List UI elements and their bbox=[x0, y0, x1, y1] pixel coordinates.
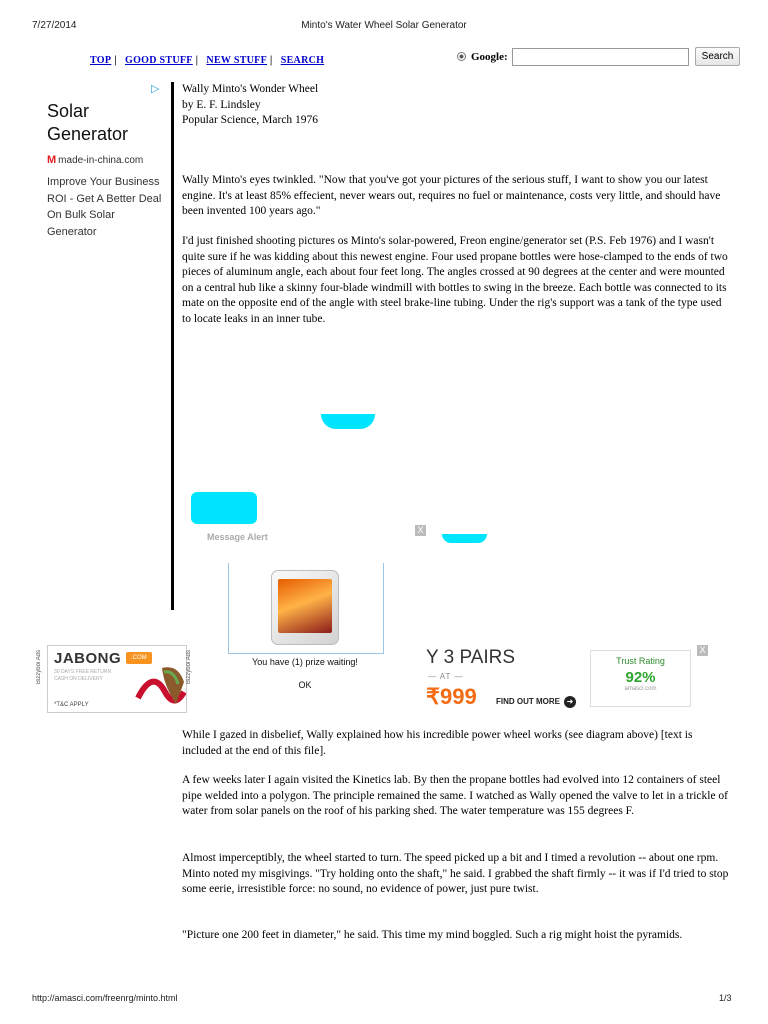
ribbon-graphic bbox=[134, 664, 186, 712]
article-source: Popular Science, March 1976 bbox=[182, 114, 319, 126]
trust-rating-label: Trust Rating bbox=[616, 656, 665, 666]
made-in-china-logo-icon: M bbox=[47, 154, 57, 166]
side-ad-body[interactable]: Improve Your Business ROI - Get A Better Deal On Bulk Solar Generator bbox=[47, 176, 162, 238]
shoes-ad-headline: Y 3 PAIRS bbox=[426, 647, 516, 668]
message-alert-label: Message Alert bbox=[207, 532, 268, 542]
article-title: Wally Minto's Wonder Wheel bbox=[182, 83, 319, 95]
close-icon[interactable]: X bbox=[697, 645, 708, 656]
nav-separator: | bbox=[195, 55, 198, 66]
prize-text: You have (1) prize waiting! bbox=[252, 657, 358, 667]
trust-rating-badge[interactable] bbox=[590, 650, 691, 707]
google-radio[interactable] bbox=[457, 52, 466, 61]
print-url: http://amasci.com/freenrg/minto.html bbox=[32, 993, 178, 1003]
article-paragraph: Almost imperceptibly, the wheel started to turn. The speed picked up a bit and I timed a revolution -- about one rpm. Minto noted my misgivings. "Try holding onto the shaft," he said. I grabbed the shaft firmly -- it was if I'd tried to stop some eerie, irresistible force: no sound, no evidence of power, just pure twist. bbox=[182, 852, 729, 895]
print-date: 7/27/2014 bbox=[32, 20, 77, 31]
jabong-subtext: 30 DAYS FREE RETURN CASH ON DELIVERY bbox=[54, 669, 112, 682]
article-paragraph: I'd just finished shooting pictures os Minto's solar-powered, Freon engine/generator set (P.S. Feb 1976) and I wasn't quite sure if he was kidding about this newest engine. Four used propane bottles were hose-clamped to the ends of two pieces of aluminum angle, each about four feet long. The angles crossed at 90 degrees at the center and were mounted on a central hub like a skinny four-blade windmill with bottles to swing in the breeze. Each bottle was connected to its mate on the opposite end of the angle with steel brake-line tubing. Under the rig's support was a tank of the type used to locate leaks in an inner tube. bbox=[182, 235, 728, 325]
ok-button[interactable]: OK bbox=[298, 680, 312, 690]
print-title: Minto's Water Wheel Solar Generator bbox=[301, 20, 467, 31]
cyan-fragment-left bbox=[191, 492, 257, 524]
article-paragraph: While I gazed in disbelief, Wally explained how his incredible power wheel works (see diagram above) [text is included at the end of this file]. bbox=[182, 729, 693, 757]
find-out-more-link[interactable]: FIND OUT MORE bbox=[496, 697, 560, 706]
close-icon[interactable]: X bbox=[415, 525, 426, 536]
nav-link-search[interactable]: SEARCH bbox=[280, 55, 325, 66]
side-ad-title[interactable]: Solar Generator bbox=[47, 101, 129, 144]
side-ad[interactable] bbox=[47, 100, 167, 240]
ads-vertical-label: Bizzybol Ads bbox=[36, 650, 42, 685]
jabong-ad[interactable] bbox=[47, 645, 187, 713]
phone-image[interactable] bbox=[271, 570, 339, 645]
jabong-logo: JABONG bbox=[54, 650, 122, 667]
article-author: by E. F. Lindsley bbox=[182, 98, 261, 111]
google-label: Google: bbox=[471, 50, 508, 63]
side-ad-source-text: made-in-china.com bbox=[58, 154, 144, 166]
search-input[interactable] bbox=[512, 48, 689, 66]
jabong-tag: .COM bbox=[126, 652, 152, 664]
article-paragraph: A few weeks later I again visited the Kinetics lab. By then the propane bottles had evolved into 12 containers of steel pipe welded into a polygon. The principle remained the same. I watched as Wally opened the valve to let in a trickle of water from solar panels on the roof of his parking shed. The water temperature was 155 degrees F. bbox=[182, 774, 728, 817]
top-nav bbox=[90, 55, 324, 66]
google-search bbox=[457, 47, 740, 66]
ads-vertical-label: Bizzybol Ads bbox=[186, 650, 192, 685]
jabong-terms: *T&C APPLY bbox=[54, 702, 89, 708]
nav-link-new-stuff[interactable]: NEW STUFF bbox=[206, 55, 268, 66]
article-byline bbox=[182, 82, 730, 129]
nav-link-good-stuff[interactable]: GOOD STUFF bbox=[124, 55, 193, 66]
article-paragraph: "Picture one 200 feet in diameter," he said. This time my mind boggled. Such a rig might hoist the pyramids. bbox=[182, 929, 683, 941]
phone-screen bbox=[278, 579, 332, 633]
trust-rating-site: amasci.com bbox=[624, 686, 657, 692]
print-page-number: 1/3 bbox=[719, 993, 732, 1003]
shoes-ad-price: ₹999 bbox=[426, 684, 477, 709]
nav-link-top[interactable]: TOP bbox=[90, 55, 112, 66]
cyan-fragment-top bbox=[321, 414, 375, 429]
trust-rating-value: 92% bbox=[625, 669, 656, 686]
vertical-rule bbox=[171, 82, 174, 610]
arrow-right-icon[interactable]: ➜ bbox=[564, 696, 576, 708]
shoes-ad-at: — AT — bbox=[428, 672, 464, 681]
cyan-fragment-right bbox=[442, 534, 487, 543]
side-ad-source bbox=[47, 154, 167, 166]
shoes-ad[interactable] bbox=[426, 643, 580, 713]
nav-separator: | bbox=[114, 55, 117, 66]
nav-separator: | bbox=[270, 55, 273, 66]
adchoices-triangle-icon[interactable]: ▷ bbox=[151, 83, 160, 95]
search-button[interactable]: Search bbox=[695, 47, 741, 66]
article-paragraph: Wally Minto's eyes twinkled. "Now that you've got your pictures of the serious stuff, I want to show you our latest engine. It's at least 85% effecient, never wears out, requires no fuel or maintenance, costs very little, and should have been invented 100 years ago." bbox=[182, 174, 721, 217]
